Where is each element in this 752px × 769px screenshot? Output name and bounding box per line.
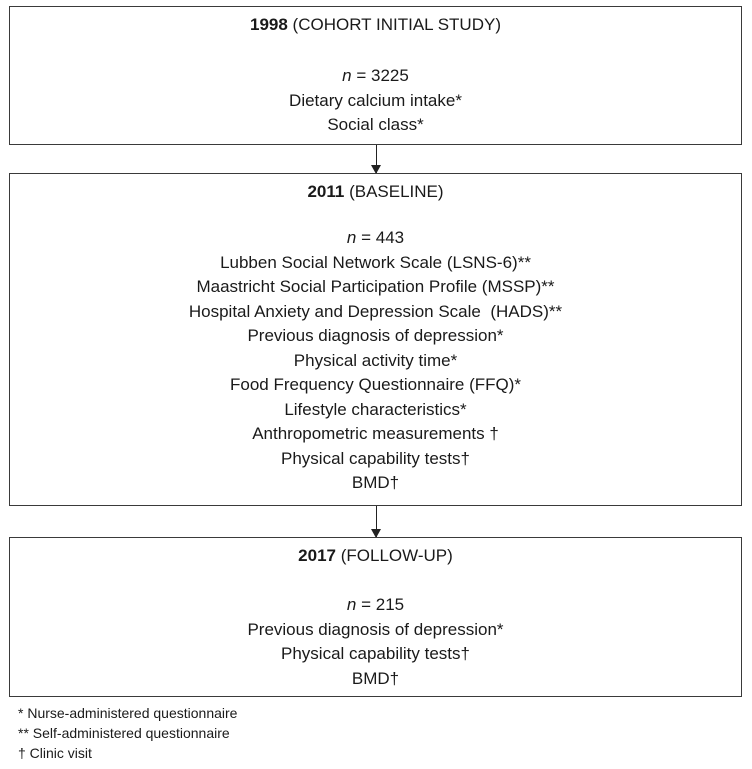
box-year: 1998 <box>250 15 288 34</box>
box-title <box>10 546 741 566</box>
box-title <box>10 182 741 202</box>
box-title <box>10 15 741 35</box>
n-symbol: n <box>346 228 357 247</box>
footnote-self: ** Self-administered questionnaire <box>18 725 230 741</box>
sample-size <box>10 593 741 618</box>
box-content <box>10 64 741 138</box>
box-1998-cohort-initial-study <box>9 6 742 145</box>
box-content <box>10 593 741 691</box>
n-symbol: n <box>346 595 357 614</box>
n-value: = 3225 <box>351 66 409 85</box>
measure-item: Anthropometric measurements † <box>252 424 499 443</box>
arrow-down <box>376 506 377 537</box>
box-content <box>10 226 741 496</box>
box-year: 2011 <box>307 182 345 201</box>
measure-item: Physical activity time* <box>293 350 458 370</box>
n-value: = 443 <box>356 228 405 247</box>
footnote-legend <box>18 703 237 763</box>
measure-item: BMD† <box>351 668 400 688</box>
box-2011-baseline <box>9 173 742 506</box>
box-2017-follow-up <box>9 537 742 697</box>
n-value: = 215 <box>356 595 405 614</box>
measure-item: Hospital Anxiety and Depression Scale (HADS)** <box>188 301 563 321</box>
measure-item: BMD† <box>351 473 400 492</box>
measure-item: Dietary calcium intake* <box>289 90 462 110</box>
measure-item: Physical capability tests† <box>281 448 470 468</box>
measure-item: Lifestyle characteristics* <box>284 399 467 419</box>
measure-item: Maastricht Social Participation Profile (MSSP)** <box>196 277 555 296</box>
measure-item: Previous diagnosis of depression* <box>247 619 504 639</box>
arrow-down <box>376 145 377 173</box>
measure-item: Social class* <box>327 115 424 134</box>
box-label: (COHORT INITIAL STUDY) <box>287 15 501 34</box>
sample-size <box>10 226 741 251</box>
measure-item: Food Frequency Questionnaire (FFQ)* <box>229 375 521 394</box>
measure-item: Previous diagnosis of depression* <box>247 326 504 345</box>
box-label: (BASELINE) <box>344 182 444 201</box>
footnote-clinic: † Clinic visit <box>18 745 92 761</box>
measure-item: Physical capability tests† <box>281 644 470 663</box>
box-year: 2017 <box>298 546 336 565</box>
measure-item: Lubben Social Network Scale (LSNS-6)** <box>220 252 531 272</box>
box-label: (FOLLOW-UP) <box>336 546 453 565</box>
n-symbol: n <box>342 66 352 85</box>
sample-size <box>10 64 741 89</box>
footnote-nurse: * Nurse-administered questionnaire <box>18 705 238 721</box>
